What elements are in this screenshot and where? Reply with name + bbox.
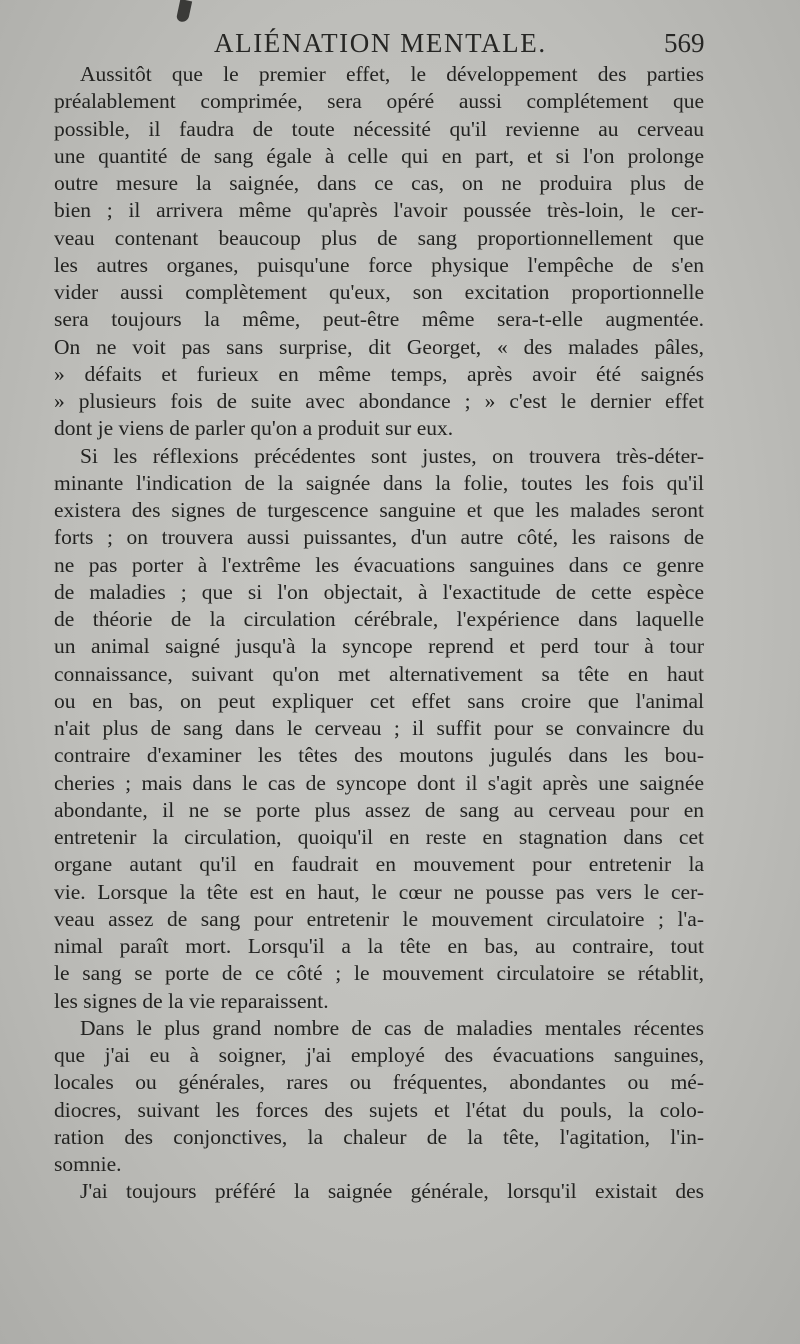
text-line: veau assez de sang pour entretenir le mouvement circulatoire ; l'a-	[54, 906, 704, 931]
text-line: les autres organes, puisqu'une force physique l'empêche de s'en	[54, 252, 704, 277]
text-line: organe autant qu'il en faudrait en mouvement pour entretenir la	[54, 852, 704, 877]
text-line: connaissance, suivant qu'on met alternativement sa tête en haut	[54, 661, 704, 686]
text-line: vie. Lorsque la tête est en haut, le cœur ne pousse pas vers le cer-	[54, 879, 704, 904]
text-line: somnie.	[54, 1152, 122, 1176]
running-title: ALIÉNATION MENTALE.	[214, 28, 547, 58]
text-line: diocres, suivant les forces des sujets et l'état du pouls, la colo-	[54, 1097, 704, 1122]
page-header	[0, 22, 800, 62]
text-line: de maladies ; que si l'on objectait, à l'exactitude de cette espèce	[54, 579, 704, 604]
text-line: préalablement comprimée, sera opéré aussi complétement que	[54, 89, 704, 114]
text-line: contraire d'examiner les têtes des moutons jugulés dans les bou-	[54, 743, 704, 768]
text-line: ration des conjonctives, la chaleur de la tête, l'agitation, l'in-	[54, 1124, 704, 1149]
text-line: outre mesure la saignée, dans ce cas, on ne produira plus de	[54, 171, 704, 195]
text-line: ou en bas, on peut expliquer cet effet sans croire que l'animal	[54, 688, 704, 713]
text-line: n'ait plus de sang dans le cerveau ; il suffit pour se convaincre du	[54, 716, 704, 740]
text-line: Si les réflexions précédentes sont justes, on trouvera très-déter-	[80, 443, 704, 468]
text-line: bien ; il arrivera même qu'après l'avoir poussée très-loin, le cer-	[54, 198, 704, 223]
text-line: vider aussi complètement qu'eux, son excitation proportionnelle	[54, 280, 704, 304]
page-number: 569	[664, 28, 705, 58]
text-line: Aussitôt que le premier effet, le développement des parties	[80, 62, 704, 86]
text-line: On ne voit pas sans surprise, dit Georget, « des malades pâles,	[54, 334, 704, 359]
text-line: J'ai toujours préféré la saignée générale, lorsqu'il existait des	[80, 1179, 704, 1204]
text-line: » plusieurs fois de suite avec abondance ; » c'est le dernier effet	[54, 389, 704, 413]
text-line: entretenir la circulation, quoiqu'il en reste en stagnation dans cet	[54, 825, 704, 849]
text-line: les signes de la vie reparaissent.	[54, 988, 329, 1013]
text-line: veau contenant beaucoup plus de sang proportionnellement que	[54, 225, 704, 250]
text-line: de théorie de la circulation cérébrale, l'expérience dans laquelle	[54, 607, 704, 631]
text-line: le sang se porte de ce côté ; le mouvement circulatoire se rétablit,	[54, 961, 704, 986]
text-line: existera des signes de turgescence sanguine et que les malades seront	[54, 498, 704, 522]
text-line: locales ou générales, rares ou fréquentes, abondantes ou mé-	[54, 1070, 704, 1095]
text-line: abondante, il ne se porte plus assez de sang au cerveau pour en	[54, 797, 704, 822]
text-line: minante l'indication de la saignée dans la folie, toutes les fois qu'il	[54, 470, 704, 495]
text-line: dont je viens de parler qu'on a produit sur eux.	[54, 416, 454, 441]
text-line: forts ; on trouvera aussi puissantes, d'un autre côté, les raisons de	[54, 525, 704, 550]
text-line: Dans le plus grand nombre de cas de maladies mentales récentes	[80, 1015, 704, 1040]
text-line: que j'ai eu à soigner, j'ai employé des évacuations sanguines,	[54, 1043, 704, 1067]
text-line: possible, il faudra de toute nécessité qu'il revienne au cerveau	[54, 116, 704, 141]
text-line: cheries ; mais dans le cas de syncope dont il s'agit après une saignée	[54, 770, 704, 795]
text-line: » défaits et furieux en même temps, après avoir été saignés	[54, 361, 704, 386]
text-line: sera toujours la même, peut-être même sera-t-elle augmentée.	[54, 307, 704, 332]
text-line: ne pas porter à l'extrême les évacuations sanguines dans ce genre	[54, 552, 704, 577]
text-line: nimal paraît mort. Lorsqu'il a la tête en bas, au contraire, tout	[54, 934, 704, 958]
text-line: une quantité de sang égale à celle qui en part, et si l'on prolonge	[54, 143, 704, 168]
body-text	[54, 61, 704, 1206]
ink-blot	[176, 0, 192, 23]
text-line: un animal saigné jusqu'à la syncope reprend et perd tour à tour	[54, 634, 704, 659]
